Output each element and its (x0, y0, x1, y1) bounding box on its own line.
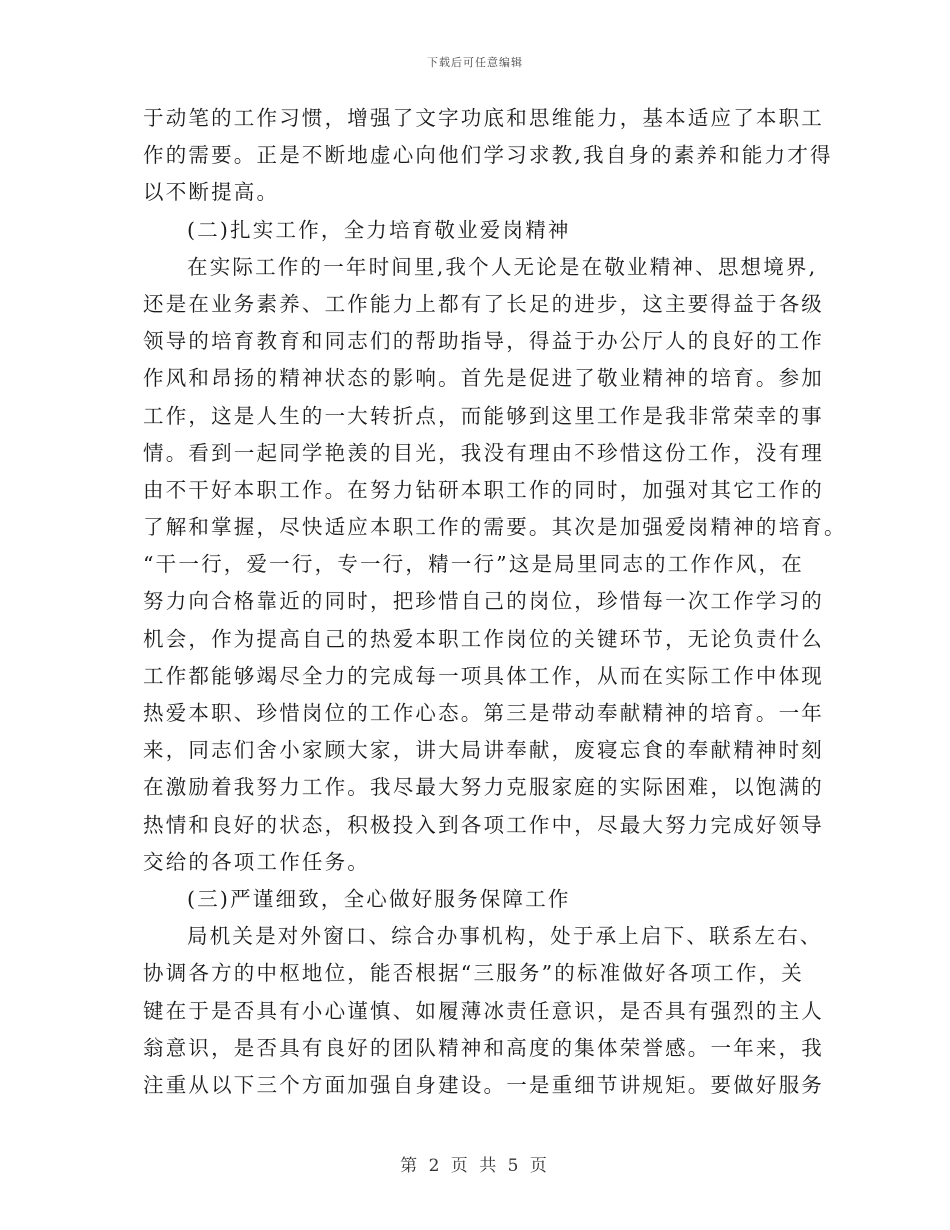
page-header: 下载后可任意编辑 (427, 56, 523, 69)
body-line: 工作，这是人生的一大转折点，而能够到这里工作是我非常荣幸的事 (143, 403, 824, 428)
body-line: 热爱本职、珍惜岗位的工作心态。第三是带动奉献精神的培育。一年 (143, 701, 824, 725)
body-line: 以不断提高。 (143, 180, 280, 205)
body-line: 作风和昂扬的精神状态的影响。首先是促进了敬业精神的培育。参加 (143, 366, 824, 391)
section-heading: (二)扎实工作，全力培育敬业爱岗精神 (187, 217, 571, 242)
body-line: 交给的各项工作任务。 (143, 849, 370, 874)
body-line: “干一行，爱一行，专一行，精一行”这是局里同志的工作作风，在 (143, 552, 804, 577)
section-heading: (三)严谨细致，全心做好服务保障工作 (187, 886, 571, 911)
body-line: 情。看到一起同学艳羡的目光，我没有理由不珍惜这份工作，没有理 (143, 440, 824, 465)
body-line: 了解和掌握，尽快适应本职工作的需要。其次是加强爱岗精神的培育。 (143, 515, 847, 540)
body-line: 注重从以下三个方面加强自身建设。一是重细节讲规矩。要做好服务 (143, 1072, 824, 1097)
document-body (143, 100, 847, 1104)
body-line: 由不干好本职工作。在努力钻研本职工作的同时，加强对其它工作的 (143, 477, 824, 502)
body-line: 于动笔的工作习惯，增强了文字功底和思维能力，基本适应了本职工 (143, 106, 824, 130)
body-line: 协调各方的中枢地位，能否根据“三服务”的标准做好各项工作，关 (143, 961, 804, 986)
body-line: 键在于是否具有小心谨慎、如履薄冰责任意识，是否具有强烈的主人 (143, 998, 824, 1023)
body-line: 机会，作为提高自己的热爱本职工作岗位的关键环节，无论负责什么 (143, 626, 824, 651)
body-line: 局机关是对外窗口、综合办事机构，处于承上启下、联系左右、 (187, 924, 823, 949)
body-line: 翁意识，是否具有良好的团队精神和高度的集体荣誉感。一年来，我 (143, 1035, 824, 1060)
body-line: 热情和良好的状态，积极投入到各项工作中，尽最大努力完成好领导 (143, 812, 824, 837)
body-line: 在实际工作的一年时间里,我个人无论是在敬业精神、思想境界, (187, 254, 818, 279)
body-line: 来，同志们舍小家顾大家，讲大局讲奉献，废寝忘食的奉献精神时刻 (143, 738, 824, 763)
body-line: 作的需要。正是不断地虚心向他们学习求教,我自身的素养和能力才得 (143, 143, 833, 168)
body-line: 领导的培育教育和同志们的帮助指导，得益于办公厅人的良好的工作 (143, 329, 824, 354)
body-line: 还是在业务素养、工作能力上都有了长足的进步，这主要得益于各级 (143, 291, 824, 316)
body-line: 努力向合格靠近的同时，把珍惜自己的岗位，珍惜每一次工作学习的 (143, 589, 824, 614)
body-line: 工作都能够竭尽全力的完成每一项具体工作，从而在实际工作中体现 (143, 663, 824, 688)
body-line: 在激励着我努力工作。我尽最大努力克服家庭的实际困难，以饱满的 (143, 775, 824, 800)
page-number: 第 2 页 共 5 页 (400, 1156, 550, 1176)
